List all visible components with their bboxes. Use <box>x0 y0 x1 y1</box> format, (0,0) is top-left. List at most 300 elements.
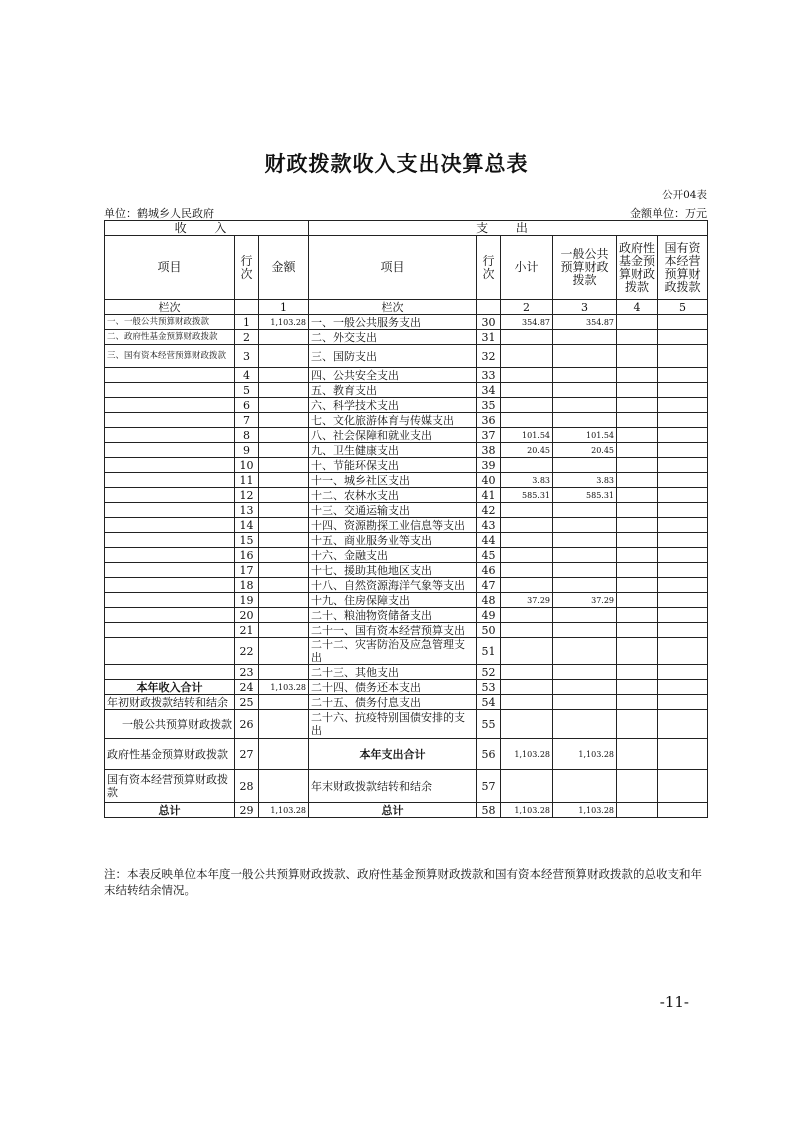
income-amount-cell <box>259 608 309 623</box>
state-capital-cell <box>658 710 708 739</box>
income-line-cell: 9 <box>235 443 259 458</box>
income-item-cell: 政府性基金预算财政拨款 <box>105 739 235 770</box>
expense-line-cell: 44 <box>477 533 501 548</box>
table-row <box>105 518 708 533</box>
table-row <box>105 533 708 548</box>
page-number: -11- <box>659 993 689 1011</box>
income-item-cell <box>105 383 235 398</box>
general-budget-cell: 3.83 <box>553 473 617 488</box>
income-amount-cell: 1,103.28 <box>259 680 309 695</box>
state-capital-cell <box>658 593 708 608</box>
income-line-cell: 16 <box>235 548 259 563</box>
expense-line-cell: 32 <box>477 345 501 368</box>
fund-budget-cell <box>617 330 658 345</box>
income-item-cell <box>105 548 235 563</box>
income-item-cell: 二、政府性基金预算财政拨款 <box>105 330 235 345</box>
state-capital-cell <box>658 428 708 443</box>
expense-line-cell: 52 <box>477 665 501 680</box>
income-item-cell: 国有资本经营预算财政拨款 <box>105 770 235 803</box>
income-amount-cell <box>259 548 309 563</box>
expense-line-cell: 45 <box>477 548 501 563</box>
income-amount-cell: 1,103.28 <box>259 803 309 818</box>
general-budget-cell <box>553 563 617 578</box>
subtotal-cell <box>501 533 553 548</box>
state-capital-cell <box>658 315 708 330</box>
income-line-cell: 4 <box>235 368 259 383</box>
table-row <box>105 608 708 623</box>
income-section-header: 收 入 <box>105 221 309 236</box>
income-amount-cell <box>259 368 309 383</box>
fund-budget-cell <box>617 488 658 503</box>
subtotal-cell <box>501 638 553 665</box>
income-amount-cell <box>259 518 309 533</box>
table-row <box>105 503 708 518</box>
subtotal-cell: 3.83 <box>501 473 553 488</box>
general-budget-header: 一般公共预算财政拨款 <box>553 236 617 300</box>
fund-budget-cell <box>617 665 658 680</box>
table-row <box>105 398 708 413</box>
state-capital-cell <box>658 368 708 383</box>
table-row <box>105 623 708 638</box>
expense-item-cell: 十三、交通运输支出 <box>309 503 477 518</box>
expense-line-cell: 47 <box>477 578 501 593</box>
income-amount-cell <box>259 413 309 428</box>
state-capital-cell <box>658 345 708 368</box>
state-capital-cell <box>658 638 708 665</box>
fund-budget-cell <box>617 739 658 770</box>
general-budget-cell: 585.31 <box>553 488 617 503</box>
general-budget-cell <box>553 638 617 665</box>
expense-line-cell: 57 <box>477 770 501 803</box>
unit-label: 单位：鹤城乡人民政府 <box>104 207 214 220</box>
income-amount-cell <box>259 770 309 803</box>
income-item-cell <box>105 533 235 548</box>
expense-item-cell: 九、卫生健康支出 <box>309 443 477 458</box>
subtotal-cell: 20.45 <box>501 443 553 458</box>
fund-budget-cell <box>617 383 658 398</box>
subtotal-cell: 1,103.28 <box>501 739 553 770</box>
expense-item-cell: 七、文化旅游体育与传媒支出 <box>309 413 477 428</box>
expense-line-cell: 48 <box>477 593 501 608</box>
subtotal-cell: 101.54 <box>501 428 553 443</box>
fund-budget-cell <box>617 695 658 710</box>
expense-item-cell: 二十一、国有资本经营预算支出 <box>309 623 477 638</box>
subtotal-cell <box>501 695 553 710</box>
column-number-row <box>105 300 708 315</box>
expense-line-cell: 30 <box>477 315 501 330</box>
state-capital-cell <box>658 413 708 428</box>
general-budget-cell <box>553 680 617 695</box>
expense-item-cell: 十一、城乡社区支出 <box>309 473 477 488</box>
income-line-cell: 6 <box>235 398 259 413</box>
state-capital-header: 国有资本经营预算财政拨款 <box>658 236 708 300</box>
col-number-empty <box>477 300 501 315</box>
general-budget-cell <box>553 608 617 623</box>
general-budget-cell <box>553 398 617 413</box>
table-row <box>105 315 708 330</box>
expense-item-cell: 一、一般公共服务支出 <box>309 315 477 330</box>
table-row <box>105 428 708 443</box>
fund-budget-cell <box>617 593 658 608</box>
income-line-cell: 14 <box>235 518 259 533</box>
state-capital-cell <box>658 803 708 818</box>
general-budget-cell <box>553 330 617 345</box>
expense-line-cell: 56 <box>477 739 501 770</box>
col-label-expense: 栏次 <box>309 300 477 315</box>
fund-budget-cell <box>617 680 658 695</box>
table-row <box>105 739 708 770</box>
general-budget-cell <box>553 578 617 593</box>
income-amount-cell <box>259 578 309 593</box>
expense-item-cell: 二十五、债务付息支出 <box>309 695 477 710</box>
expense-line-cell: 39 <box>477 458 501 473</box>
general-budget-cell <box>553 770 617 803</box>
table-row <box>105 368 708 383</box>
expense-line-cell: 50 <box>477 623 501 638</box>
expense-item-cell: 二、外交支出 <box>309 330 477 345</box>
expense-line-cell: 33 <box>477 368 501 383</box>
income-amount-cell <box>259 503 309 518</box>
fund-budget-cell <box>617 398 658 413</box>
state-capital-cell <box>658 563 708 578</box>
expense-line-cell: 53 <box>477 680 501 695</box>
table-row <box>105 770 708 803</box>
state-capital-cell <box>658 578 708 593</box>
col-number-3: 3 <box>553 300 617 315</box>
subtotal-cell <box>501 680 553 695</box>
fund-budget-cell <box>617 548 658 563</box>
general-budget-cell <box>553 458 617 473</box>
table-row <box>105 488 708 503</box>
subtotal-cell <box>501 710 553 739</box>
expense-line-cell: 55 <box>477 710 501 739</box>
expense-line-cell: 49 <box>477 608 501 623</box>
expense-line-cell: 46 <box>477 563 501 578</box>
subtotal-cell <box>501 368 553 383</box>
income-item-cell <box>105 563 235 578</box>
fund-budget-cell <box>617 413 658 428</box>
section-header-row <box>105 221 708 236</box>
income-line-cell: 19 <box>235 593 259 608</box>
fund-budget-cell <box>617 503 658 518</box>
income-item-cell <box>105 413 235 428</box>
general-budget-cell: 101.54 <box>553 428 617 443</box>
income-line-cell: 2 <box>235 330 259 345</box>
table-row <box>105 680 708 695</box>
state-capital-cell <box>658 695 708 710</box>
fund-budget-cell <box>617 518 658 533</box>
column-header-row <box>105 236 708 300</box>
fund-budget-cell <box>617 578 658 593</box>
table-row <box>105 383 708 398</box>
subtotal-cell <box>501 398 553 413</box>
expense-item-header: 项目 <box>309 236 477 300</box>
income-amount-cell <box>259 665 309 680</box>
state-capital-cell <box>658 383 708 398</box>
income-item-cell <box>105 593 235 608</box>
income-line-cell: 25 <box>235 695 259 710</box>
income-item-cell <box>105 443 235 458</box>
income-line-cell: 12 <box>235 488 259 503</box>
income-line-cell: 8 <box>235 428 259 443</box>
col-label-income: 栏次 <box>105 300 235 315</box>
income-amount-cell <box>259 473 309 488</box>
subtotal-cell <box>501 413 553 428</box>
general-budget-cell: 37.29 <box>553 593 617 608</box>
expense-item-cell: 二十六、抗疫特别国债安排的支出 <box>309 710 477 739</box>
state-capital-cell <box>658 608 708 623</box>
income-item-cell: 总计 <box>105 803 235 818</box>
subtotal-cell <box>501 458 553 473</box>
income-item-cell <box>105 473 235 488</box>
income-amount-cell <box>259 398 309 413</box>
state-capital-cell <box>658 488 708 503</box>
general-budget-cell <box>553 413 617 428</box>
table-row <box>105 443 708 458</box>
fund-budget-cell <box>617 473 658 488</box>
table-row <box>105 458 708 473</box>
fund-budget-cell <box>617 428 658 443</box>
fund-budget-cell <box>617 770 658 803</box>
general-budget-cell <box>553 665 617 680</box>
expense-line-cell: 31 <box>477 330 501 345</box>
table-row <box>105 563 708 578</box>
subtotal-cell <box>501 383 553 398</box>
fund-budget-cell <box>617 443 658 458</box>
state-capital-cell <box>658 533 708 548</box>
table-row <box>105 345 708 368</box>
expense-line-cell: 41 <box>477 488 501 503</box>
income-item-cell: 一般公共预算财政拨款 <box>105 710 235 739</box>
income-amount-cell <box>259 443 309 458</box>
income-item-cell <box>105 518 235 533</box>
expense-line-cell: 54 <box>477 695 501 710</box>
currency-unit-label: 金额单位：万元 <box>630 207 707 220</box>
form-code: 公开04表 <box>662 189 707 201</box>
fund-budget-cell <box>617 608 658 623</box>
fund-budget-cell <box>617 533 658 548</box>
subtotal-cell <box>501 548 553 563</box>
income-amount-cell <box>259 593 309 608</box>
income-amount-cell <box>259 428 309 443</box>
subtotal-cell <box>501 345 553 368</box>
expense-line-cell: 34 <box>477 383 501 398</box>
income-amount-cell <box>259 488 309 503</box>
expense-line-cell: 35 <box>477 398 501 413</box>
subtotal-cell: 354.87 <box>501 315 553 330</box>
income-line-cell: 11 <box>235 473 259 488</box>
table-row <box>105 695 708 710</box>
subtotal-cell <box>501 330 553 345</box>
income-line-cell: 22 <box>235 638 259 665</box>
table-row <box>105 473 708 488</box>
income-item-cell <box>105 665 235 680</box>
subtotal-header: 小计 <box>501 236 553 300</box>
subtotal-cell <box>501 770 553 803</box>
state-capital-cell <box>658 398 708 413</box>
expense-item-cell: 二十二、灾害防治及应急管理支出 <box>309 638 477 665</box>
income-line-cell: 24 <box>235 680 259 695</box>
income-amount-cell <box>259 638 309 665</box>
income-line-cell: 15 <box>235 533 259 548</box>
general-budget-cell <box>553 548 617 563</box>
expense-item-cell: 四、公共安全支出 <box>309 368 477 383</box>
income-item-cell <box>105 488 235 503</box>
income-amount-cell <box>259 383 309 398</box>
table-row <box>105 330 708 345</box>
income-item-cell: 一、一般公共预算财政拨款 <box>105 315 235 330</box>
expense-item-cell: 十九、住房保障支出 <box>309 593 477 608</box>
income-item-cell <box>105 503 235 518</box>
expense-line-cell: 38 <box>477 443 501 458</box>
table-row <box>105 593 708 608</box>
expense-line-cell: 36 <box>477 413 501 428</box>
income-line-cell: 18 <box>235 578 259 593</box>
subtotal-cell <box>501 578 553 593</box>
income-line-cell: 23 <box>235 665 259 680</box>
fund-budget-cell <box>617 623 658 638</box>
general-budget-cell <box>553 533 617 548</box>
income-item-cell <box>105 428 235 443</box>
expense-line-cell: 40 <box>477 473 501 488</box>
table-row <box>105 413 708 428</box>
income-line-cell: 29 <box>235 803 259 818</box>
expense-item-cell: 本年支出合计 <box>309 739 477 770</box>
income-line-cell: 26 <box>235 710 259 739</box>
fund-budget-cell <box>617 368 658 383</box>
subtotal-cell <box>501 623 553 638</box>
income-line-cell: 13 <box>235 503 259 518</box>
subtotal-cell <box>501 563 553 578</box>
general-budget-cell <box>553 503 617 518</box>
budget-table <box>104 220 708 818</box>
state-capital-cell <box>658 518 708 533</box>
expense-item-cell: 十二、农林水支出 <box>309 488 477 503</box>
subtotal-cell <box>501 518 553 533</box>
general-budget-cell: 1,103.28 <box>553 739 617 770</box>
state-capital-cell <box>658 473 708 488</box>
income-amount-cell <box>259 563 309 578</box>
subtotal-cell <box>501 503 553 518</box>
income-amount-header: 金额 <box>259 236 309 300</box>
expense-line-header: 行次 <box>477 236 501 300</box>
col-number-1: 1 <box>259 300 309 315</box>
general-budget-cell: 1,103.28 <box>553 803 617 818</box>
expense-item-cell: 十八、自然资源海洋气象等支出 <box>309 578 477 593</box>
expense-item-cell: 总计 <box>309 803 477 818</box>
col-number-5: 5 <box>658 300 708 315</box>
expense-item-cell: 三、国防支出 <box>309 345 477 368</box>
state-capital-cell <box>658 443 708 458</box>
income-line-cell: 27 <box>235 739 259 770</box>
income-item-cell <box>105 638 235 665</box>
fund-budget-cell <box>617 345 658 368</box>
income-item-cell <box>105 458 235 473</box>
general-budget-cell: 354.87 <box>553 315 617 330</box>
report-title: 财政拨款收入支出决算总表 <box>264 151 529 176</box>
expense-item-cell: 五、教育支出 <box>309 383 477 398</box>
income-amount-cell <box>259 739 309 770</box>
income-amount-cell <box>259 345 309 368</box>
income-line-cell: 10 <box>235 458 259 473</box>
general-budget-cell: 20.45 <box>553 443 617 458</box>
expense-item-cell: 十七、援助其他地区支出 <box>309 563 477 578</box>
income-line-cell: 7 <box>235 413 259 428</box>
expense-item-cell: 十五、商业服务业等支出 <box>309 533 477 548</box>
income-amount-cell <box>259 458 309 473</box>
income-amount-cell <box>259 623 309 638</box>
subtotal-cell <box>501 665 553 680</box>
table-row <box>105 638 708 665</box>
subtotal-cell: 585.31 <box>501 488 553 503</box>
subtotal-cell: 1,103.28 <box>501 803 553 818</box>
income-line-cell: 3 <box>235 345 259 368</box>
state-capital-cell <box>658 739 708 770</box>
income-amount-cell <box>259 330 309 345</box>
income-item-cell: 本年收入合计 <box>105 680 235 695</box>
income-line-cell: 28 <box>235 770 259 803</box>
income-amount-cell: 1,103.28 <box>259 315 309 330</box>
expense-item-cell: 年末财政拨款结转和结余 <box>309 770 477 803</box>
income-item-cell: 年初财政拨款结转和结余 <box>105 695 235 710</box>
state-capital-cell <box>658 623 708 638</box>
general-budget-cell <box>553 368 617 383</box>
expense-item-cell: 二十三、其他支出 <box>309 665 477 680</box>
table-row <box>105 710 708 739</box>
expense-item-cell: 八、社会保障和就业支出 <box>309 428 477 443</box>
state-capital-cell <box>658 770 708 803</box>
state-capital-cell <box>658 330 708 345</box>
subtotal-cell: 37.29 <box>501 593 553 608</box>
income-line-header: 行次 <box>235 236 259 300</box>
expense-line-cell: 37 <box>477 428 501 443</box>
general-budget-cell <box>553 710 617 739</box>
general-budget-cell <box>553 383 617 398</box>
expense-line-cell: 42 <box>477 503 501 518</box>
general-budget-cell <box>553 623 617 638</box>
col-number-empty <box>235 300 259 315</box>
state-capital-cell <box>658 458 708 473</box>
income-line-cell: 20 <box>235 608 259 623</box>
expense-item-cell: 二十、粮油物资储备支出 <box>309 608 477 623</box>
state-capital-cell <box>658 680 708 695</box>
fund-budget-cell <box>617 710 658 739</box>
income-amount-cell <box>259 695 309 710</box>
fund-budget-header: 政府性基金预算财政拨款 <box>617 236 658 300</box>
subtotal-cell <box>501 608 553 623</box>
expense-line-cell: 43 <box>477 518 501 533</box>
table-row <box>105 803 708 818</box>
expense-line-cell: 51 <box>477 638 501 665</box>
income-line-cell: 17 <box>235 563 259 578</box>
footnote: 注：本表反映单位本年度一般公共预算财政拨款、政府性基金预算财政拨款和国有资本经营预算财政拨款的总收支和年末结转结余情况。 <box>104 867 702 897</box>
expense-line-cell: 58 <box>477 803 501 818</box>
income-amount-cell <box>259 710 309 739</box>
fund-budget-cell <box>617 458 658 473</box>
table-row <box>105 578 708 593</box>
expense-item-cell: 十、节能环保支出 <box>309 458 477 473</box>
income-item-cell <box>105 368 235 383</box>
general-budget-cell <box>553 518 617 533</box>
income-item-cell <box>105 578 235 593</box>
income-item-cell <box>105 608 235 623</box>
fund-budget-cell <box>617 638 658 665</box>
state-capital-cell <box>658 503 708 518</box>
fund-budget-cell <box>617 315 658 330</box>
fund-budget-cell <box>617 563 658 578</box>
income-line-cell: 1 <box>235 315 259 330</box>
income-item-cell: 三、国有资本经营预算财政拨款 <box>105 345 235 368</box>
